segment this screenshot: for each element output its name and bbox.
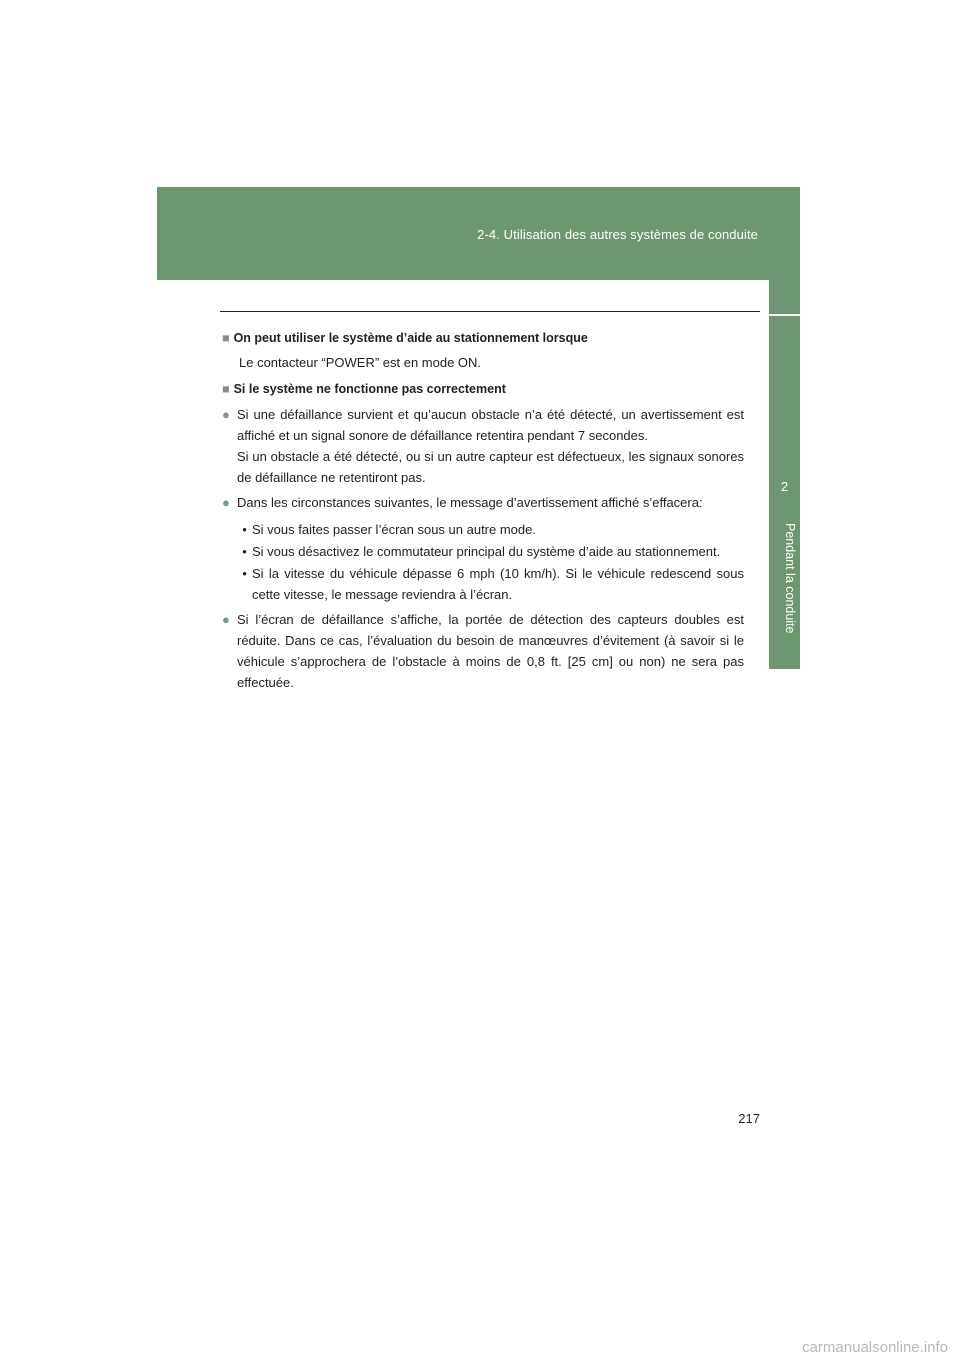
list-item bbox=[222, 492, 744, 605]
square-bullet-icon: ■ bbox=[222, 382, 230, 396]
paragraph: Dans les circonstances suivantes, le message d’avertissement affiché s’effacera: bbox=[237, 495, 703, 510]
sub-list-item bbox=[237, 519, 744, 540]
heading-text: On peut utiliser le système d’aide au stationnement lorsque bbox=[233, 331, 588, 345]
chapter-header-band bbox=[157, 187, 800, 280]
item-text bbox=[237, 404, 744, 488]
round-bullet-icon: ● bbox=[222, 612, 230, 627]
dash-bullet-icon: • bbox=[242, 522, 247, 537]
divider-rule bbox=[220, 311, 760, 312]
list-item bbox=[222, 404, 744, 488]
section-body: Le contacteur “POWER” est en mode ON. bbox=[239, 355, 482, 370]
paragraph: Si un obstacle a été détecté, ou si un autre capteur est défectueux, les signaux sonores de défaillance ne retentiront pas. bbox=[237, 449, 744, 485]
round-bullet-icon: ● bbox=[222, 407, 230, 422]
chapter-title: Pendant la conduite bbox=[783, 523, 797, 634]
watermark-link[interactable]: carmanualsonline.info bbox=[802, 1339, 948, 1356]
tab-divider bbox=[769, 314, 800, 316]
chapter-number: 2 bbox=[780, 479, 789, 494]
dash-bullet-icon: • bbox=[242, 544, 247, 559]
sub-item-text: Si vous désactivez le commutateur principal du système d’aide au stationnement. bbox=[252, 544, 721, 559]
page-number: 217 bbox=[738, 1111, 760, 1126]
sub-item-text: Si la vitesse du véhicule dépasse 6 mph (10 km/h). Si le véhicule redescend sous cette vitesse, le message reviendra à l’écran. bbox=[252, 566, 744, 602]
section-heading bbox=[222, 379, 744, 400]
round-bullet-icon: ● bbox=[222, 495, 230, 510]
sub-list-item bbox=[237, 563, 744, 605]
page-content bbox=[222, 328, 744, 693]
chapter-side-tab bbox=[769, 187, 800, 669]
sub-list-item bbox=[237, 541, 744, 562]
section-title: 2-4. Utilisation des autres systèmes de conduite bbox=[477, 227, 758, 242]
paragraph: Si l’écran de défaillance s’affiche, la portée de détection des capteurs doubles est réduite. Dans ce cas, l’évaluation du besoin de manœuvres d’évitement (à savoir si le véhicule s’approchera de l’obstacle à moins de 0,8 ft. [25 cm] ou non) ne sera pas effectuée. bbox=[237, 612, 744, 690]
item-text bbox=[237, 492, 744, 605]
paragraph: Si une défaillance survient et qu’aucun obstacle n’a été détecté, un avertissement est affiché et un signal sonore de défaillance retentira pendant 7 secondes. bbox=[237, 407, 744, 443]
list-item bbox=[222, 609, 744, 693]
item-text bbox=[237, 609, 744, 693]
heading-text: Si le système ne fonctionne pas correctement bbox=[233, 382, 506, 396]
sub-item-text: Si vous faites passer l’écran sous un autre mode. bbox=[252, 522, 536, 537]
dash-bullet-icon: • bbox=[242, 566, 247, 581]
sub-list bbox=[237, 519, 744, 605]
section-heading bbox=[222, 328, 744, 349]
square-bullet-icon: ■ bbox=[222, 331, 230, 345]
